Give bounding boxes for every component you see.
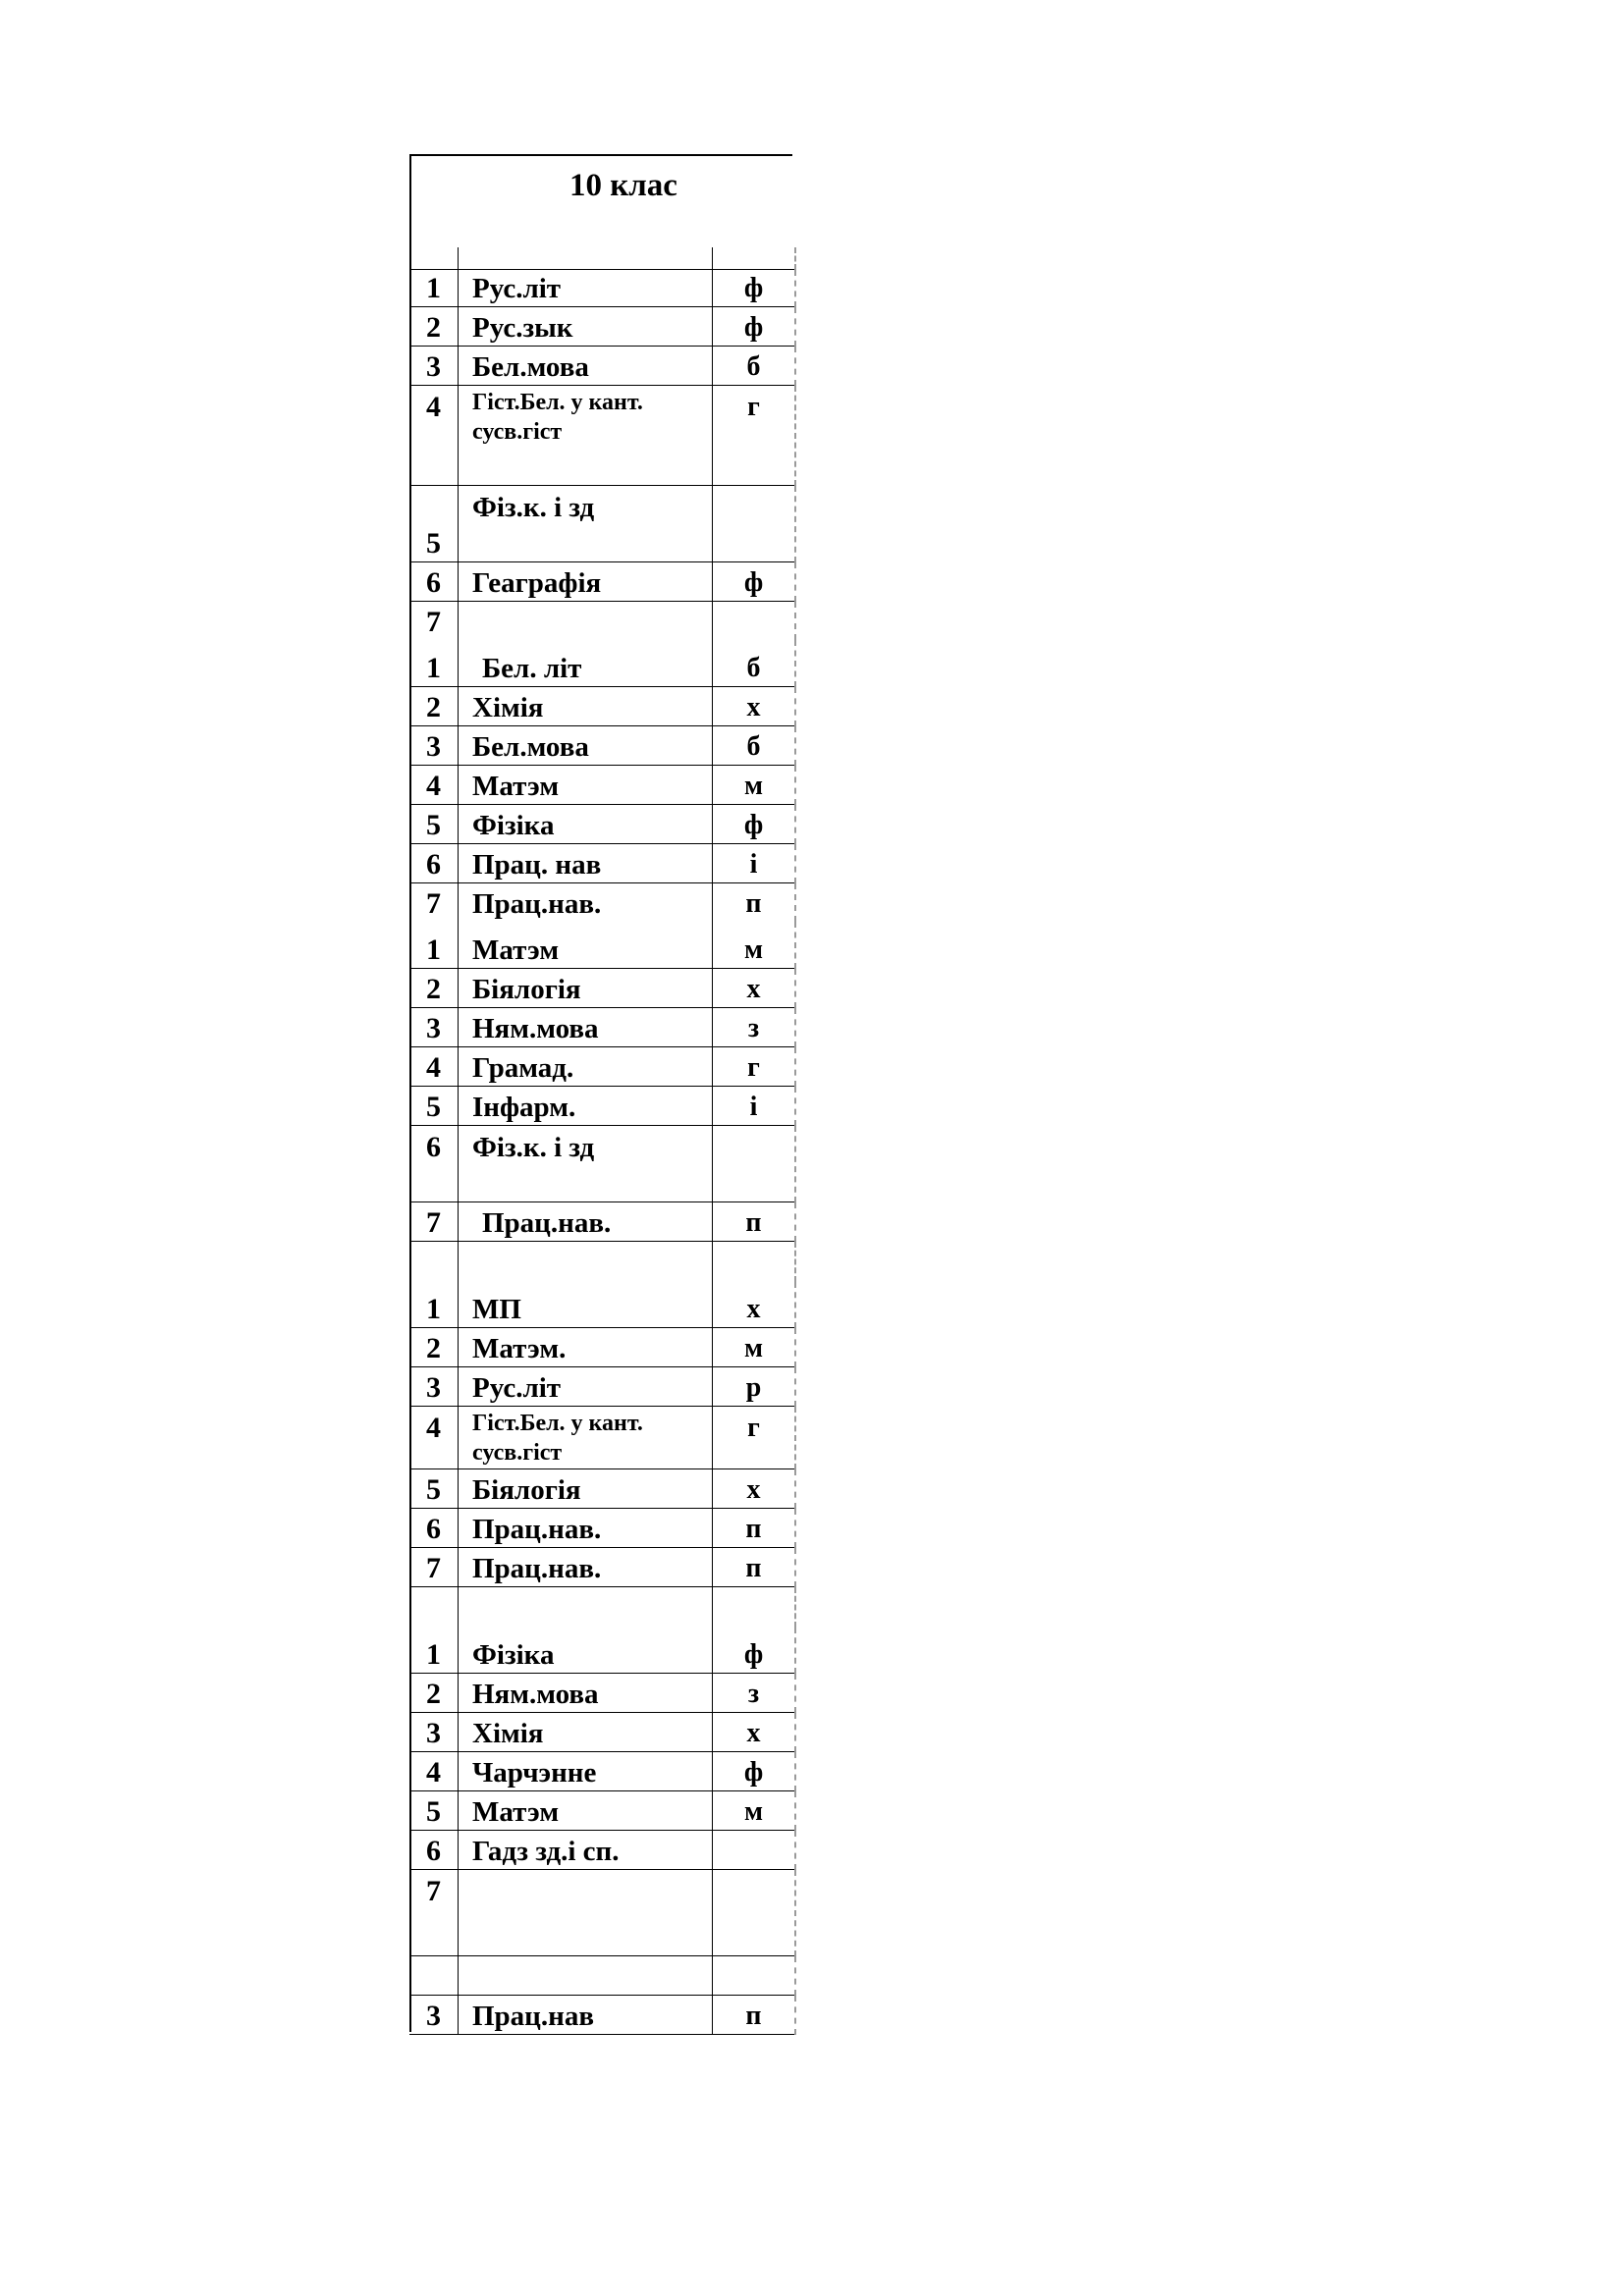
table-row bbox=[409, 1406, 795, 1468]
subject-label: Матэм bbox=[472, 770, 560, 802]
timetable-body bbox=[409, 247, 795, 2034]
table-row bbox=[409, 269, 795, 306]
teacher-code bbox=[713, 247, 796, 269]
lesson-number: 2 bbox=[409, 1327, 459, 1366]
subject-name bbox=[459, 306, 713, 346]
lesson-number: 6 bbox=[409, 1125, 459, 1201]
subject-name bbox=[459, 1508, 713, 1547]
table-row bbox=[409, 385, 795, 485]
teacher-code: п bbox=[713, 1995, 796, 2034]
subject-label: Бел.мова bbox=[472, 730, 589, 763]
table-row bbox=[409, 1086, 795, 1125]
lesson-number: 4 bbox=[409, 1406, 459, 1468]
subject-name bbox=[459, 725, 713, 765]
subject-label: Матэм bbox=[472, 1795, 560, 1828]
table-row bbox=[409, 1869, 795, 1955]
table-row bbox=[409, 1995, 795, 2034]
teacher-code: м bbox=[713, 1790, 796, 1830]
table-row bbox=[409, 1241, 795, 1282]
subject-label: Гіст.Бел. у кант. сусв.гіст bbox=[472, 1410, 643, 1466]
subject-label: Рус.зык bbox=[472, 311, 573, 344]
teacher-code bbox=[713, 485, 796, 561]
subject-name bbox=[459, 1547, 713, 1586]
table-row bbox=[409, 1327, 795, 1366]
subject-name bbox=[459, 1995, 713, 2034]
teacher-code: ф bbox=[713, 804, 796, 843]
lesson-number: 1 bbox=[409, 269, 459, 306]
lesson-number: 3 bbox=[409, 1366, 459, 1406]
table-row bbox=[409, 1468, 795, 1508]
teacher-code: г bbox=[713, 385, 796, 485]
subject-name bbox=[459, 1327, 713, 1366]
subject-label: Прац. нав bbox=[472, 848, 602, 881]
lesson-number: 1 bbox=[409, 640, 459, 686]
subject-name bbox=[459, 385, 713, 485]
lesson-number: 3 bbox=[409, 1712, 459, 1751]
subject-label: Бел. літ bbox=[482, 652, 582, 684]
subject-name bbox=[459, 640, 713, 686]
lesson-number bbox=[409, 247, 459, 269]
table-row bbox=[409, 1751, 795, 1790]
lesson-number: 2 bbox=[409, 1673, 459, 1712]
subject-label: Інфарм. bbox=[472, 1091, 576, 1123]
table-row bbox=[409, 882, 795, 922]
lesson-number: 4 bbox=[409, 385, 459, 485]
lesson-number: 2 bbox=[409, 968, 459, 1007]
table-row bbox=[409, 686, 795, 725]
teacher-code: р bbox=[713, 1366, 796, 1406]
subject-name bbox=[459, 247, 713, 269]
subject-label: Рус.літ bbox=[472, 272, 562, 304]
lesson-number: 7 bbox=[409, 882, 459, 922]
subject-name bbox=[459, 601, 713, 640]
teacher-code: п bbox=[713, 1201, 796, 1241]
lesson-number: 3 bbox=[409, 346, 459, 385]
subject-name bbox=[459, 1673, 713, 1712]
teacher-code: б bbox=[713, 725, 796, 765]
table-row bbox=[409, 1007, 795, 1046]
subject-name bbox=[459, 1628, 713, 1673]
subject-label: Чарчэнне bbox=[472, 1756, 597, 1789]
table-row bbox=[409, 601, 795, 640]
table-row bbox=[409, 843, 795, 882]
teacher-code: х bbox=[713, 686, 796, 725]
teacher-code: і bbox=[713, 1086, 796, 1125]
lesson-number: 3 bbox=[409, 725, 459, 765]
subject-label: Геаграфія bbox=[472, 566, 602, 599]
lesson-number: 1 bbox=[409, 922, 459, 968]
subject-label: Біялогія bbox=[472, 1473, 581, 1506]
subject-label: Хімія bbox=[472, 1717, 544, 1749]
subject-name bbox=[459, 1086, 713, 1125]
teacher-code bbox=[713, 1869, 796, 1955]
lesson-number: 7 bbox=[409, 1869, 459, 1955]
subject-label: Бел.мова bbox=[472, 350, 589, 383]
lesson-number: 1 bbox=[409, 1282, 459, 1327]
lesson-number: 3 bbox=[409, 1995, 459, 2034]
lesson-number: 6 bbox=[409, 843, 459, 882]
table-row bbox=[409, 485, 795, 561]
subject-name bbox=[459, 1046, 713, 1086]
class-title: 10 клас bbox=[569, 168, 677, 203]
subject-name bbox=[459, 346, 713, 385]
table-row bbox=[409, 1046, 795, 1086]
table-row bbox=[409, 1201, 795, 1241]
subject-name bbox=[459, 1955, 713, 1995]
teacher-code: з bbox=[713, 1007, 796, 1046]
lesson-number: 7 bbox=[409, 1547, 459, 1586]
subject-label: Матэм. bbox=[472, 1332, 567, 1364]
subject-name bbox=[459, 269, 713, 306]
subject-label: Хімія bbox=[472, 691, 544, 723]
subject-name bbox=[459, 1201, 713, 1241]
subject-label: Гіст.Бел. у кант. сусв.гіст bbox=[472, 389, 643, 445]
subject-label: Гадз зд.і сп. bbox=[472, 1835, 620, 1867]
table-row bbox=[409, 1955, 795, 1995]
table-row bbox=[409, 561, 795, 601]
subject-name bbox=[459, 1586, 713, 1628]
lesson-number bbox=[409, 1955, 459, 1995]
subject-label: Прац.нав. bbox=[472, 888, 602, 920]
teacher-code bbox=[713, 1830, 796, 1869]
subject-name bbox=[459, 1751, 713, 1790]
table-row bbox=[409, 804, 795, 843]
subject-label: Фіз.к. і зд bbox=[472, 491, 595, 523]
teacher-code: ф bbox=[713, 1628, 796, 1673]
lesson-number: 6 bbox=[409, 1830, 459, 1869]
teacher-code: п bbox=[713, 882, 796, 922]
table-row bbox=[409, 640, 795, 686]
subject-name bbox=[459, 1366, 713, 1406]
table-row bbox=[409, 1673, 795, 1712]
subject-label: Фіз.к. і зд bbox=[472, 1131, 595, 1163]
table-row bbox=[409, 306, 795, 346]
teacher-code bbox=[713, 1241, 796, 1282]
teacher-code bbox=[713, 1125, 796, 1201]
table-row bbox=[409, 1790, 795, 1830]
subject-label: Прац.нав. bbox=[472, 1513, 602, 1545]
subject-name bbox=[459, 686, 713, 725]
subject-name bbox=[459, 1406, 713, 1468]
subject-name bbox=[459, 1790, 713, 1830]
subject-label: Прац.нав. bbox=[482, 1206, 612, 1239]
teacher-code: х bbox=[713, 1468, 796, 1508]
lesson-number: 4 bbox=[409, 765, 459, 804]
lesson-number: 4 bbox=[409, 1751, 459, 1790]
subject-name bbox=[459, 1241, 713, 1282]
subject-name bbox=[459, 968, 713, 1007]
subject-name bbox=[459, 1282, 713, 1327]
subject-label: Фізіка bbox=[472, 1638, 555, 1671]
table-row bbox=[409, 1586, 795, 1628]
table-row bbox=[409, 1366, 795, 1406]
table-row bbox=[409, 968, 795, 1007]
lesson-number: 6 bbox=[409, 1508, 459, 1547]
teacher-code: п bbox=[713, 1547, 796, 1586]
teacher-code: ф bbox=[713, 269, 796, 306]
lesson-number: 3 bbox=[409, 1007, 459, 1046]
table-row bbox=[409, 1628, 795, 1673]
subject-label: Фізіка bbox=[472, 809, 555, 841]
lesson-number: 5 bbox=[409, 1790, 459, 1830]
subject-name bbox=[459, 843, 713, 882]
subject-label: Біялогія bbox=[472, 973, 581, 1005]
lesson-number: 7 bbox=[409, 1201, 459, 1241]
subject-label: Ням.мова bbox=[472, 1012, 599, 1044]
subject-label: МП bbox=[472, 1293, 521, 1325]
subject-name bbox=[459, 561, 713, 601]
teacher-code: і bbox=[713, 843, 796, 882]
teacher-code: г bbox=[713, 1046, 796, 1086]
teacher-code: п bbox=[713, 1508, 796, 1547]
teacher-code: м bbox=[713, 922, 796, 968]
teacher-code: з bbox=[713, 1673, 796, 1712]
subject-name bbox=[459, 765, 713, 804]
table-row bbox=[409, 1508, 795, 1547]
subject-name bbox=[459, 804, 713, 843]
teacher-code: м bbox=[713, 765, 796, 804]
table-row bbox=[409, 1712, 795, 1751]
teacher-code: ф bbox=[713, 1751, 796, 1790]
lesson-number: 4 bbox=[409, 1046, 459, 1086]
teacher-code: м bbox=[713, 1327, 796, 1366]
teacher-code: б bbox=[713, 640, 796, 686]
subject-name bbox=[459, 882, 713, 922]
subject-name bbox=[459, 1830, 713, 1869]
lesson-number bbox=[409, 1241, 459, 1282]
teacher-code: х bbox=[713, 968, 796, 1007]
table-row bbox=[409, 922, 795, 968]
teacher-code bbox=[713, 1586, 796, 1628]
teacher-code bbox=[713, 601, 796, 640]
subject-label: Матэм bbox=[472, 934, 560, 966]
table-row bbox=[409, 1125, 795, 1201]
subject-label: Прац.нав bbox=[472, 2000, 595, 2032]
table-row bbox=[409, 1547, 795, 1586]
teacher-code: х bbox=[713, 1282, 796, 1327]
teacher-code: г bbox=[713, 1406, 796, 1468]
table-row bbox=[409, 725, 795, 765]
subject-name bbox=[459, 922, 713, 968]
lesson-number: 5 bbox=[409, 1468, 459, 1508]
lesson-number: 6 bbox=[409, 561, 459, 601]
subject-name bbox=[459, 1869, 713, 1955]
teacher-code bbox=[713, 1955, 796, 1995]
table-row bbox=[409, 247, 795, 269]
subject-label: Грамад. bbox=[472, 1051, 574, 1084]
teacher-code: ф bbox=[713, 561, 796, 601]
table-row bbox=[409, 765, 795, 804]
teacher-code: б bbox=[713, 346, 796, 385]
subject-label: Ням.мова bbox=[472, 1678, 599, 1710]
table-row bbox=[409, 1282, 795, 1327]
table-row bbox=[409, 346, 795, 385]
lesson-number bbox=[409, 1586, 459, 1628]
timetable bbox=[409, 247, 796, 2035]
table-row bbox=[409, 1830, 795, 1869]
subject-name bbox=[459, 1007, 713, 1046]
teacher-code: ф bbox=[713, 306, 796, 346]
subject-label: Рус.літ bbox=[472, 1371, 562, 1404]
subject-name bbox=[459, 1712, 713, 1751]
lesson-number: 7 bbox=[409, 601, 459, 640]
teacher-code: х bbox=[713, 1712, 796, 1751]
subject-name bbox=[459, 1125, 713, 1201]
subject-name bbox=[459, 1468, 713, 1508]
lesson-number: 2 bbox=[409, 306, 459, 346]
lesson-number: 1 bbox=[409, 1628, 459, 1673]
lesson-number: 5 bbox=[409, 804, 459, 843]
subject-label: Прац.нав. bbox=[472, 1552, 602, 1584]
lesson-number: 2 bbox=[409, 686, 459, 725]
lesson-number: 5 bbox=[409, 485, 459, 561]
lesson-number: 5 bbox=[409, 1086, 459, 1125]
subject-name bbox=[459, 485, 713, 561]
